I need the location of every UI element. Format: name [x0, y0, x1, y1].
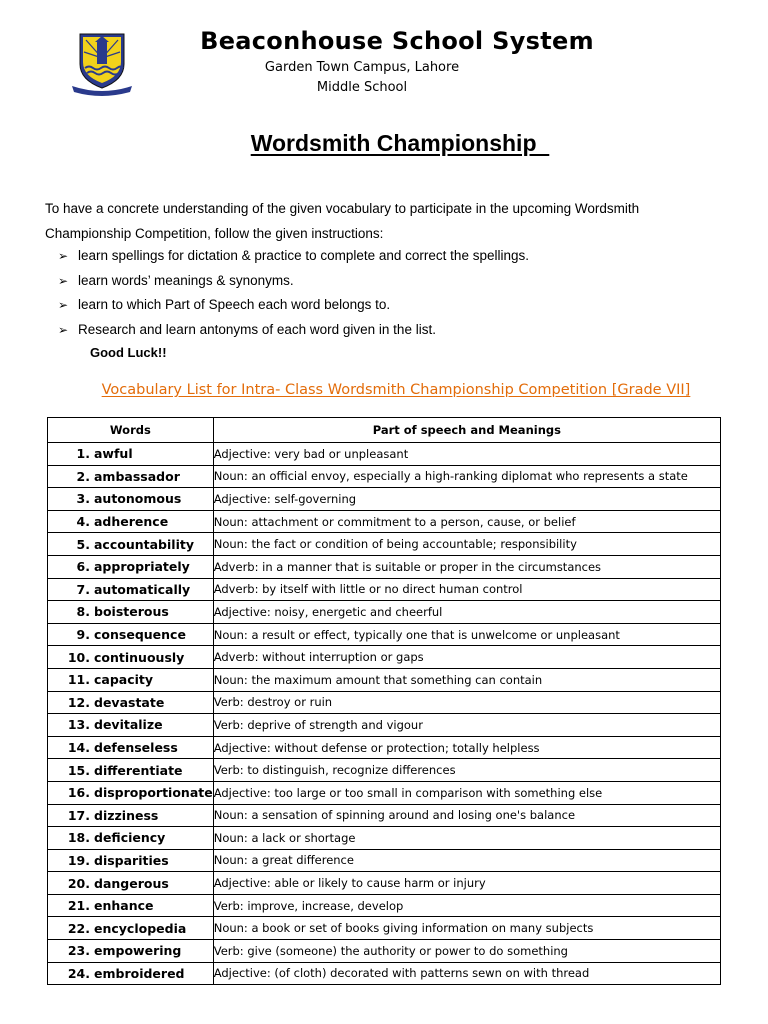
meaning-cell: Verb: give (someone) the authority or power to do something — [213, 940, 720, 963]
word-text: boisterous — [94, 604, 169, 620]
word-text: awful — [94, 446, 133, 462]
table-row — [48, 488, 721, 511]
meaning-cell: Noun: an official envoy, especially a high-ranking diplomat who represents a state — [213, 465, 720, 488]
instruction-text: learn to which Part of Speech each word belongs to. — [78, 297, 391, 313]
meaning-cell: Verb: improve, increase, develop — [213, 894, 720, 917]
bullet-arrow-icon: ➢ — [58, 298, 69, 313]
meaning-cell: Noun: a book or set of books giving information on many subjects — [213, 917, 720, 940]
word-number: 21. — [67, 898, 90, 914]
vocabulary-table — [47, 417, 721, 985]
table-row — [48, 578, 721, 601]
table-row — [48, 872, 721, 895]
table-row — [48, 849, 721, 872]
instruction-item — [58, 244, 529, 269]
word-number: 11. — [67, 672, 90, 688]
word-cell — [48, 781, 214, 804]
word-number: 16. — [67, 785, 90, 801]
meaning-cell: Noun: a lack or shortage — [213, 827, 720, 850]
vocabulary-list-heading: Vocabulary List for Intra- Class Wordsmith Championship Competition [Grade VII] — [101, 382, 691, 398]
word-text: capacity — [94, 672, 154, 688]
word-cell — [48, 759, 214, 782]
table-row — [48, 668, 721, 691]
table-header-row — [48, 418, 721, 443]
table-row — [48, 804, 721, 827]
word-number: 4. — [76, 514, 90, 530]
word-text: empowering — [94, 943, 182, 959]
word-cell — [48, 465, 214, 488]
word-cell — [48, 917, 214, 940]
word-number: 12. — [67, 694, 90, 710]
word-cell — [48, 601, 214, 624]
intro-paragraph: To have a concrete understanding of the given vocabulary to participate in the upcoming Wordsmith Championship Competition, follow the given instructions: — [45, 201, 640, 241]
meaning-cell: Noun: a great difference — [213, 849, 720, 872]
word-cell — [48, 646, 214, 669]
document-title: Wordsmith Championship — [250, 130, 550, 156]
meaning-cell: Noun: a result or effect, typically one that is unwelcome or unpleasant — [213, 623, 720, 646]
instruction-item — [58, 269, 529, 294]
word-number: 5. — [76, 536, 90, 552]
meaning-cell: Verb: deprive of strength and vigour — [213, 714, 720, 737]
word-cell — [48, 804, 214, 827]
meaning-cell: Adjective: without defense or protection; totally helpless — [213, 736, 720, 759]
word-cell — [48, 555, 214, 578]
word-text: adherence — [94, 514, 169, 530]
word-number: 15. — [67, 762, 90, 778]
word-cell — [48, 578, 214, 601]
word-cell — [48, 510, 214, 533]
meaning-cell: Adjective: too large or too small in comparison with something else — [213, 781, 720, 804]
word-number: 14. — [67, 740, 90, 756]
table-row — [48, 623, 721, 646]
word-text: disparities — [94, 852, 169, 868]
meaning-cell: Adverb: without interruption or gaps — [213, 646, 720, 669]
word-cell — [48, 872, 214, 895]
meaning-cell: Noun: a sensation of spinning around and losing one's balance — [213, 804, 720, 827]
word-number: 1. — [76, 446, 90, 462]
table-row — [48, 894, 721, 917]
table-row — [48, 962, 721, 985]
vocabulary-table-body — [48, 443, 721, 985]
instruction-list — [58, 244, 529, 342]
school-name: Beaconhouse School System — [200, 27, 594, 55]
word-text: disproportionate — [94, 785, 213, 801]
word-cell — [48, 827, 214, 850]
word-text: dizziness — [94, 807, 159, 823]
word-number: 20. — [67, 875, 90, 891]
word-cell — [48, 691, 214, 714]
word-cell — [48, 962, 214, 985]
word-text: automatically — [94, 581, 191, 597]
word-number: 23. — [67, 943, 90, 959]
table-row — [48, 443, 721, 466]
word-text: enhance — [94, 898, 154, 914]
table-row — [48, 601, 721, 624]
instruction-item — [58, 293, 529, 318]
word-text: differentiate — [94, 762, 183, 778]
table-row — [48, 827, 721, 850]
meaning-cell: Noun: attachment or commitment to a person, cause, or belief — [213, 510, 720, 533]
word-number: 8. — [76, 604, 90, 620]
word-text: devitalize — [94, 717, 163, 733]
table-row — [48, 510, 721, 533]
table-row — [48, 555, 721, 578]
column-header-words: Words — [48, 418, 214, 443]
table-row — [48, 759, 721, 782]
word-cell — [48, 940, 214, 963]
word-cell — [48, 533, 214, 556]
word-text: devastate — [94, 694, 165, 710]
meaning-cell: Adjective: self-governing — [213, 488, 720, 511]
bullet-arrow-icon: ➢ — [58, 273, 69, 288]
word-number: 3. — [76, 491, 90, 507]
word-text: dangerous — [94, 875, 169, 891]
word-cell — [48, 736, 214, 759]
table-row — [48, 646, 721, 669]
word-text: autonomous — [94, 491, 182, 507]
word-number: 24. — [67, 965, 90, 981]
section-name: Middle School — [316, 80, 408, 95]
word-number: 19. — [67, 852, 90, 868]
instruction-item — [58, 318, 529, 343]
word-text: consequence — [94, 627, 186, 643]
meaning-cell: Verb: destroy or ruin — [213, 691, 720, 714]
word-text: deficiency — [94, 830, 166, 846]
word-text: embroidered — [94, 965, 185, 981]
instruction-text: Research and learn antonyms of each word given in the list. — [78, 321, 436, 337]
word-number: 22. — [67, 920, 90, 936]
word-cell — [48, 623, 214, 646]
table-row — [48, 917, 721, 940]
word-number: 17. — [67, 807, 90, 823]
bullet-arrow-icon: ➢ — [58, 249, 69, 263]
word-number: 7. — [76, 581, 90, 597]
meaning-cell: Adjective: able or likely to cause harm or injury — [213, 872, 720, 895]
meaning-cell: Noun: the maximum amount that something can contain — [213, 668, 720, 691]
meaning-cell: Adverb: by itself with little or no direct human control — [213, 578, 720, 601]
word-text: encyclopedia — [94, 920, 187, 936]
meaning-cell: Adjective: (of cloth) decorated with patterns sewn on with thread — [213, 962, 720, 985]
word-number: 6. — [76, 559, 90, 575]
word-number: 18. — [67, 830, 90, 846]
word-cell — [48, 894, 214, 917]
word-text: accountability — [94, 536, 194, 552]
table-row — [48, 691, 721, 714]
good-luck-text: Good Luck!! — [90, 345, 167, 360]
table-row — [48, 714, 721, 737]
word-cell — [48, 488, 214, 511]
word-text: ambassador — [94, 468, 180, 484]
word-number: 9. — [76, 627, 90, 643]
table-row — [48, 781, 721, 804]
table-row — [48, 940, 721, 963]
bullet-arrow-icon: ➢ — [58, 322, 69, 337]
word-number: 10. — [67, 649, 90, 665]
word-text: continuously — [94, 649, 185, 665]
meaning-cell: Adjective: noisy, energetic and cheerful — [213, 601, 720, 624]
instruction-text: learn words’ meanings & synonyms. — [78, 272, 294, 288]
table-row — [48, 533, 721, 556]
column-header-meanings: Part of speech and Meanings — [213, 418, 720, 443]
meaning-cell: Noun: the fact or condition of being accountable; responsibility — [213, 533, 720, 556]
table-row — [48, 736, 721, 759]
meaning-cell: Verb: to distinguish, recognize differences — [213, 759, 720, 782]
word-cell — [48, 849, 214, 872]
instruction-text: learn spellings for dictation & practice to complete and correct the spellings. — [78, 248, 529, 263]
word-number: 2. — [76, 468, 90, 484]
meaning-cell: Adverb: in a manner that is suitable or proper in the circumstances — [213, 555, 720, 578]
word-cell — [48, 443, 214, 466]
word-text: appropriately — [94, 559, 190, 575]
word-cell — [48, 668, 214, 691]
meaning-cell: Adjective: very bad or unpleasant — [213, 443, 720, 466]
table-row — [48, 465, 721, 488]
word-cell — [48, 714, 214, 737]
word-number: 13. — [67, 717, 90, 733]
word-text: defenseless — [94, 740, 178, 756]
campus-name: Garden Town Campus, Lahore — [264, 60, 460, 75]
